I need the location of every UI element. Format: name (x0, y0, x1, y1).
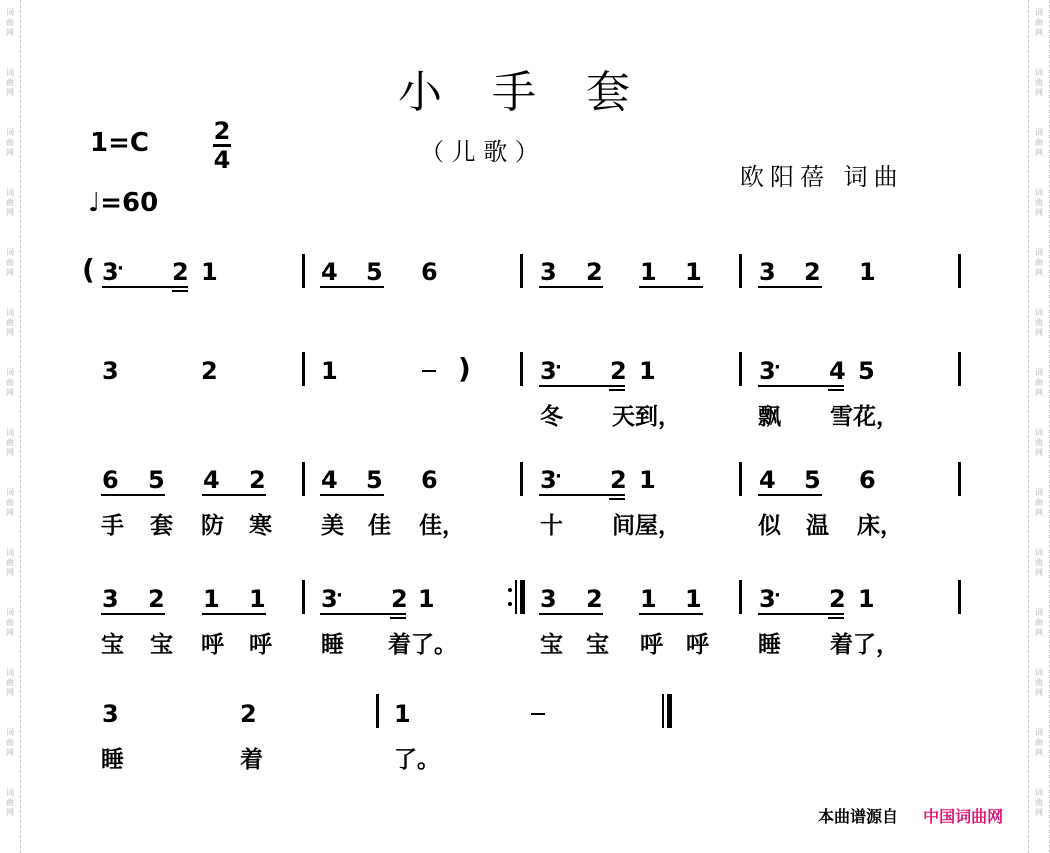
repeat-thick-line (520, 580, 525, 614)
note: 3 (540, 357, 557, 385)
note: 1 (858, 585, 875, 613)
sustain-dash (422, 370, 436, 372)
watermark-char: 网 (1035, 688, 1043, 697)
watermark-char: 词 (1035, 368, 1043, 377)
lyric: 睡 (758, 632, 781, 658)
dot: · (774, 585, 781, 606)
time-signature (212, 118, 232, 173)
watermark-char: 网 (1035, 388, 1043, 397)
watermark-char: 网 (6, 28, 14, 37)
watermark-char: 词 (6, 608, 14, 617)
note: 2 (586, 585, 603, 613)
watermark-char: 网 (1035, 568, 1043, 577)
lyric: 佳 (368, 513, 391, 539)
note: 1 (201, 258, 218, 286)
note: 1 (639, 357, 656, 385)
watermark-char: 曲 (1035, 618, 1043, 627)
watermark-char: 曲 (1035, 558, 1043, 567)
note: 5 (366, 258, 383, 286)
watermark-char: 词 (1035, 128, 1043, 137)
beam-line (320, 613, 406, 615)
final-thin-line (662, 694, 664, 728)
note: 6 (102, 466, 119, 494)
lyric: 冬 (540, 404, 563, 430)
watermark-char: 词 (6, 548, 14, 557)
sustain-dash (531, 713, 545, 715)
beam-line (609, 498, 625, 500)
watermark-char: 词 (1035, 248, 1043, 257)
note: 2 (240, 700, 257, 728)
watermark-char: 词 (6, 788, 14, 797)
lyric: 着了， (830, 632, 899, 658)
watermark-char: 词 (6, 368, 14, 377)
note: 5 (804, 466, 821, 494)
watermark-char: 词 (1035, 668, 1043, 677)
watermark-char: 曲 (1035, 318, 1043, 327)
watermark-char: 曲 (1035, 378, 1043, 387)
watermark-char: 词 (6, 8, 14, 17)
watermark-char: 曲 (1035, 498, 1043, 507)
song-title: 小 手 套 (398, 67, 648, 118)
repeat-dot (508, 602, 512, 606)
note: 4 (203, 466, 220, 494)
beam-line (828, 389, 844, 391)
watermark-char: 曲 (6, 138, 14, 147)
note: 6 (859, 466, 876, 494)
watermark-char: 曲 (1035, 78, 1043, 87)
lyric: 睡 (101, 747, 124, 773)
author-credit: 欧阳蓓 词曲 (740, 163, 904, 191)
note: 1 (321, 357, 338, 385)
beam-line (639, 613, 703, 615)
note: 2 (804, 258, 821, 286)
lyric: 手 (101, 513, 124, 539)
watermark-char: 曲 (6, 18, 14, 27)
lyric: 套 (150, 513, 173, 539)
watermark-char: 网 (1035, 628, 1043, 637)
note: 4 (829, 357, 846, 385)
note: 1 (685, 258, 702, 286)
watermark-char: 网 (1035, 88, 1043, 97)
bar-line (302, 352, 305, 386)
watermark-char: 曲 (1035, 738, 1043, 747)
note: 6 (421, 466, 438, 494)
note: 3 (540, 258, 557, 286)
watermark-char: 网 (1035, 508, 1043, 517)
watermark-char: 词 (6, 488, 14, 497)
note: 3 (102, 258, 119, 286)
watermark-char: 曲 (1035, 138, 1043, 147)
lyric: 宝 (540, 632, 563, 658)
beam-line (609, 389, 625, 391)
watermark-char: 曲 (6, 78, 14, 87)
lyric: 了。 (394, 747, 440, 773)
beam-line (202, 613, 266, 615)
watermark-char: 曲 (1035, 18, 1043, 27)
lyric: 温 (806, 513, 829, 539)
watermark-char: 曲 (6, 498, 14, 507)
lyric: 寒 (249, 513, 272, 539)
watermark-char: 词 (6, 248, 14, 257)
watermark-char: 曲 (6, 258, 14, 267)
beam-line (758, 494, 822, 496)
bar-line (520, 254, 523, 288)
lyric: 呼 (201, 632, 224, 658)
time-signature-bottom: 4 (213, 146, 231, 174)
brand-name[interactable]: 中国词曲网 (923, 807, 1004, 826)
watermark-char: 曲 (1035, 438, 1043, 447)
beam-line (758, 385, 844, 387)
watermark-char: 网 (6, 388, 14, 397)
watermark-char: 网 (6, 268, 14, 277)
note: 3 (102, 700, 119, 728)
note: 2 (610, 466, 627, 494)
lyric: 床， (857, 513, 903, 539)
bar-line (302, 254, 305, 288)
bar-line (739, 462, 742, 496)
note: 1 (640, 258, 657, 286)
watermark-char: 网 (1035, 208, 1043, 217)
dot: · (555, 466, 562, 487)
note: 2 (249, 466, 266, 494)
lyric: 呼 (640, 632, 663, 658)
dot: · (336, 585, 343, 606)
watermark-char: 网 (1035, 448, 1043, 457)
beam-line (320, 494, 384, 496)
note: 3 (102, 585, 119, 613)
watermark-char: 词 (1035, 548, 1043, 557)
source-label: 本曲谱源自 (818, 807, 899, 826)
watermark-char: 词 (1035, 8, 1043, 17)
watermark-char: 网 (1035, 268, 1043, 277)
note: 2 (391, 585, 408, 613)
source-footer (818, 804, 1003, 827)
note: 1 (394, 700, 411, 728)
note: 3 (759, 357, 776, 385)
note: 3 (102, 357, 119, 385)
bar-line (376, 694, 379, 728)
note: 1 (249, 585, 266, 613)
watermark-char: 曲 (6, 558, 14, 567)
note: 4 (759, 466, 776, 494)
watermark-char: 词 (6, 68, 14, 77)
watermark-char: 网 (1035, 148, 1043, 157)
note: 2 (586, 258, 603, 286)
watermark-char: 曲 (1035, 258, 1043, 267)
watermark-char: 曲 (6, 318, 14, 327)
note: 3 (759, 585, 776, 613)
watermark-char: 网 (6, 508, 14, 517)
watermark-char: 网 (6, 88, 14, 97)
dot: · (555, 357, 562, 378)
beam-line (639, 286, 703, 288)
bar-line (739, 254, 742, 288)
watermark-char: 曲 (1035, 198, 1043, 207)
watermark-char: 网 (1035, 748, 1043, 757)
final-thick-line (667, 694, 672, 728)
note: 2 (829, 585, 846, 613)
note: 1 (685, 585, 702, 613)
beam-line (539, 613, 603, 615)
bar-line (739, 352, 742, 386)
note: 3 (321, 585, 338, 613)
watermark-char: 词 (6, 308, 14, 317)
bar-line (958, 352, 961, 386)
song-subtitle: （ 儿 歌 ） (420, 138, 539, 166)
watermark-char: 词 (6, 128, 14, 137)
lyric: 飘 (758, 404, 781, 430)
watermark-char: 词 (1035, 728, 1043, 737)
watermark-char: 网 (6, 628, 14, 637)
watermark-char: 网 (6, 568, 14, 577)
watermark-char: 词 (6, 668, 14, 677)
note: 2 (201, 357, 218, 385)
lyric: 防 (201, 513, 224, 539)
bar-line (520, 462, 523, 496)
watermark-char: 词 (1035, 188, 1043, 197)
repeat-close-paren: ) (458, 352, 471, 385)
lyric: 睡 (321, 632, 344, 658)
watermark-char: 网 (1035, 808, 1043, 817)
note: 3 (540, 466, 557, 494)
bar-line (958, 254, 961, 288)
lyric: 佳， (419, 513, 465, 539)
lyric: 呼 (249, 632, 272, 658)
watermark-char: 网 (6, 748, 14, 757)
watermark-char: 词 (1035, 68, 1043, 77)
beam-line (320, 286, 384, 288)
note: 2 (172, 258, 189, 286)
dot: · (117, 258, 124, 279)
note: 2 (148, 585, 165, 613)
watermark-char: 网 (6, 148, 14, 157)
watermark-char: 曲 (1035, 798, 1043, 807)
watermark-char: 网 (6, 688, 14, 697)
watermark-char: 曲 (6, 618, 14, 627)
tempo-marking: ♩=60 (88, 188, 159, 218)
note: 1 (640, 585, 657, 613)
beam-line (539, 385, 625, 387)
repeat-dot (508, 588, 512, 592)
note: 2 (610, 357, 627, 385)
beam-line (101, 494, 165, 496)
bar-line (302, 462, 305, 496)
watermark-char: 词 (6, 188, 14, 197)
beam-line (101, 613, 165, 615)
watermark-char: 网 (1035, 28, 1043, 37)
bar-line (520, 352, 523, 386)
note: 6 (421, 258, 438, 286)
watermark-char: 网 (6, 808, 14, 817)
note: 3 (540, 585, 557, 613)
right-watermark-strip (1028, 0, 1050, 853)
note: 4 (321, 466, 338, 494)
beam-line (758, 286, 822, 288)
note: 3 (759, 258, 776, 286)
bar-line (302, 580, 305, 614)
beam-line (539, 286, 603, 288)
watermark-char: 曲 (6, 738, 14, 747)
lyric: 十 (540, 513, 563, 539)
note: 5 (858, 357, 875, 385)
lyric: 着了。 (388, 632, 457, 658)
key-signature: 1=C (90, 128, 149, 158)
left-watermark-strip (0, 0, 21, 853)
beam-line (202, 494, 266, 496)
repeat-open-paren: ( (82, 253, 95, 286)
beam-line (102, 286, 188, 288)
note: 5 (148, 466, 165, 494)
note: 1 (639, 466, 656, 494)
watermark-char: 网 (6, 208, 14, 217)
beam-line (828, 617, 844, 619)
note: 4 (321, 258, 338, 286)
watermark-char: 曲 (6, 798, 14, 807)
note: 1 (418, 585, 435, 613)
watermark-char: 词 (6, 428, 14, 437)
watermark-char: 词 (1035, 788, 1043, 797)
beam-line (172, 290, 188, 292)
lyric: 宝 (150, 632, 173, 658)
bar-line (958, 462, 961, 496)
beam-line (758, 613, 844, 615)
bar-line (739, 580, 742, 614)
lyric: 天到， (612, 404, 681, 430)
dot: · (774, 357, 781, 378)
lyric: 宝 (586, 632, 609, 658)
time-signature-top: 2 (213, 117, 231, 145)
beam-line (390, 617, 406, 619)
watermark-char: 词 (1035, 308, 1043, 317)
watermark-char: 词 (6, 728, 14, 737)
watermark-char: 曲 (6, 378, 14, 387)
watermark-char: 词 (1035, 608, 1043, 617)
watermark-char: 网 (6, 448, 14, 457)
watermark-char: 网 (1035, 328, 1043, 337)
note: 5 (366, 466, 383, 494)
lyric: 宝 (101, 632, 124, 658)
note: 1 (859, 258, 876, 286)
lyric: 着 (240, 747, 263, 773)
lyric: 美 (321, 513, 344, 539)
repeat-thin-line (515, 580, 517, 614)
watermark-char: 网 (6, 328, 14, 337)
watermark-char: 曲 (6, 198, 14, 207)
watermark-char: 曲 (6, 438, 14, 447)
lyric: 间屋， (612, 513, 681, 539)
watermark-char: 词 (1035, 428, 1043, 437)
lyric: 呼 (686, 632, 709, 658)
watermark-char: 词 (1035, 488, 1043, 497)
watermark-char: 曲 (1035, 678, 1043, 687)
lyric: 雪花， (830, 404, 899, 430)
bar-line (958, 580, 961, 614)
note: 1 (203, 585, 220, 613)
lyric: 似 (758, 513, 781, 539)
watermark-char: 曲 (6, 678, 14, 687)
beam-line (539, 494, 625, 496)
